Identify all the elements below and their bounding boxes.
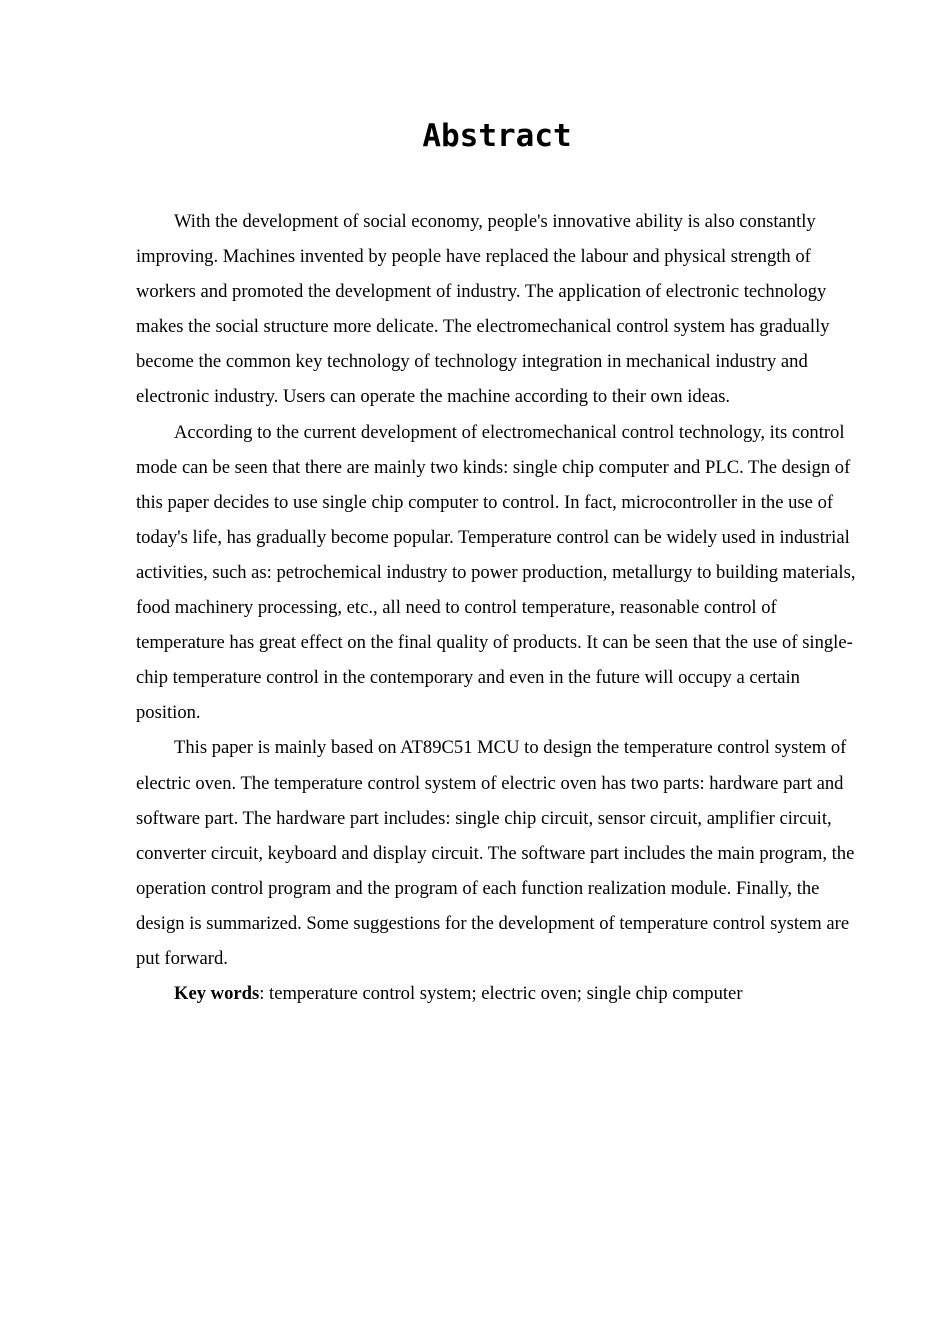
abstract-paragraph-3: This paper is mainly based on AT89C51 MCU to design the temperature control system of electric oven. The temperature control system of electric oven has two parts: hardware part and software part. The hardware part includes: single chip circuit, sensor circuit, amplifier circuit, converter circuit, keyboard and display circuit. The software part includes the main program, the operation control program and the program of each function realization module. Finally, the design is summarized. Some suggestions for the development of temperature control system are put forward. (136, 737, 855, 969)
keywords-line (136, 976, 862, 1011)
keywords-separator: : (259, 983, 270, 1005)
page-title: Abstract (422, 118, 572, 154)
abstract-paragraph-2: According to the current development of electromechanical control technology, its control mode can be seen that there are mainly two kinds: single chip computer and PLC. The design of this paper decides to use single chip computer to control. In fact, microcontroller in the use of today's life, has gradually become popular. Temperature control can be widely used in industrial activities, such as: petrochemical industry to power production, metallurgy to building materials, food machinery processing, etc., all need to control temperature, reasonable control of temperature has great effect on the final quality of products. It can be seen that the use of single-chip temperature control in the contemporary and even in the future will occupy a certain position. (136, 421, 856, 724)
abstract-paragraph-1: With the development of social economy, people's innovative ability is also constantly improving. Machines invented by people have replaced the labour and physical strength of workers and promoted the development of industry. The application of electronic technology makes the social structure more delicate. The electromechanical control system has gradually become the common key technology of technology integration in mechanical industry and electronic industry. Users can operate the machine according to their own ideas. (136, 211, 830, 408)
keywords-text: temperature control system; electric oven; single chip computer (269, 983, 743, 1005)
keywords-label: Key words (174, 983, 260, 1005)
abstract-body (136, 204, 862, 1011)
